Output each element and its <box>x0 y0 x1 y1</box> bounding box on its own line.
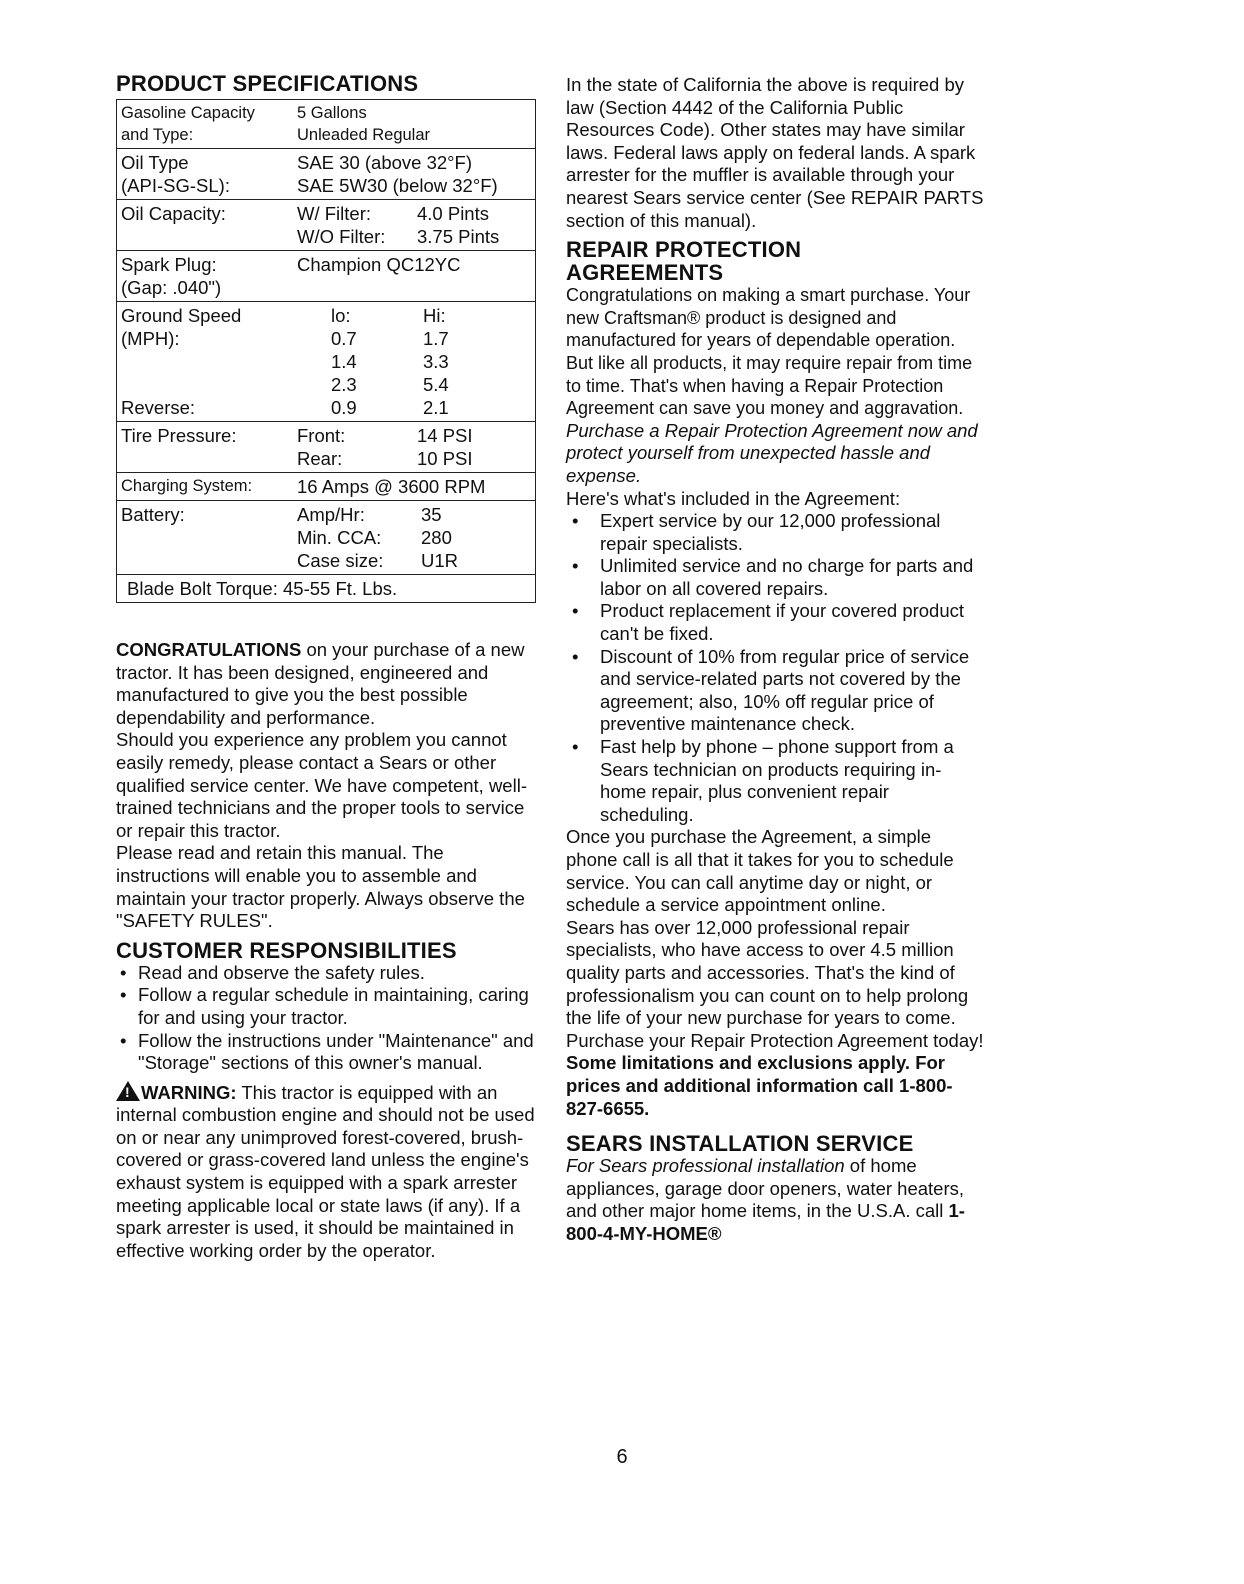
spec-table <box>116 99 536 603</box>
spec-key: Oil Capacity: <box>121 203 226 224</box>
ground-hi: 1.7 <box>423 328 449 349</box>
installation-italic: For Sears professional installation <box>566 1155 845 1177</box>
list-item: • Discount of 10% from regular price of service and service-related parts not covered by the agreement; also, 10% off regular price of preventive maintenance check. <box>566 646 986 736</box>
page-number: 6 <box>616 1446 628 1468</box>
list-item: • Follow the instructions under "Maintenance" and "Storage" sections of this owner's manual. <box>116 1030 536 1075</box>
spec-key: Charging System: <box>121 477 253 495</box>
ground-hi: 5.4 <box>423 374 449 395</box>
spec-value: 35 <box>421 504 442 525</box>
congrats-bold: CONGRATULATIONS <box>116 639 302 660</box>
reverse-lo: 0.9 <box>331 397 357 418</box>
ground-lo: 0.7 <box>331 328 357 349</box>
installation-heading: SEARS INSTALLATION SERVICE <box>566 1131 914 1157</box>
list-item: • Product replacement if your covered product can't be fixed. <box>566 600 986 645</box>
spec-key: Reverse: <box>121 397 196 418</box>
left-column <box>116 72 536 1262</box>
list-item: • Unlimited service and no charge for parts and labor on all covered repairs. <box>566 555 986 600</box>
customer-list <box>116 962 536 1075</box>
spec-sublabel: Case size: <box>297 550 384 571</box>
spec-row-charging <box>117 472 535 500</box>
spec-key: Gasoline Capacity and Type: <box>121 104 255 144</box>
once-paragraph: Once you purchase the Agreement, a simple phone call is all that it takes for you to schedule service. You can call anytime day or night, or schedule a service appointment online. <box>566 826 954 916</box>
customer-heading: CUSTOMER RESPONSIBILITIES <box>116 937 457 963</box>
list-item: • Follow a regular schedule in maintaining, caring for and using your tractor. <box>116 984 536 1029</box>
spec-row-spark-plug <box>117 250 535 301</box>
repair-heading-line1: REPAIR PROTECTION <box>566 237 802 263</box>
installation-phone: 1-800-4-MY-HOME® <box>566 1200 965 1244</box>
spec-value: 5 Gallons Unleaded Regular <box>297 104 431 144</box>
spec-sublabel: Min. CCA: <box>297 527 382 548</box>
repair-italic: Purchase a Repair Protection Agreement now and protect yourself from unexpected hassle and expense. <box>566 419 978 486</box>
spec-row-tire-pressure <box>117 421 535 472</box>
sears-paragraph: Sears has over 12,000 professional repair specialists, who have access to over 4.5 million quality parts and accessories. That's the kind of professionalism you can count on to help prolong the life of your new purchase for years to come. Purchase your Repair Protection Agreement today! <box>566 916 984 1051</box>
spec-key: Oil Type (API-SG-SL): <box>121 152 230 196</box>
spec-value: U1R <box>421 550 459 571</box>
spec-value: Champion QC12YC <box>297 254 461 275</box>
spec-key: Ground Speed <box>121 305 242 326</box>
list-item: • Fast help by phone – phone support from a Sears technician on products requiring in-home repair, plus convenient repair scheduling. <box>566 736 986 826</box>
list-item: • Expert service by our 12,000 professional repair specialists. <box>566 510 986 555</box>
warning-text: This tractor is equipped with an internal combustion engine and should not be used on or near any unimproved forest-covered, brush-covered or grass-covered land unless the engine's exhaust system is equipped with a spark arrester meeting applicable local or state laws (if any). If a spark arrester is used, it should be maintained in effective working order by the operator. <box>116 1081 535 1261</box>
california-paragraph: In the state of California the above is required by law (Section 4442 of the California Public Resources Code). Other states may have similar laws. Federal laws apply on federal lands. A spark arrester for the muffler is available through your nearest Sears service center (See REPAIR PARTS section of this manual). <box>566 74 984 231</box>
spec-value: 14 PSI <box>417 425 473 446</box>
installation-paragraph <box>566 1155 986 1245</box>
spec-value: 280 <box>421 527 452 548</box>
spec-heading: PRODUCT SPECIFICATIONS <box>116 71 419 96</box>
included-intro: Here's what's included in the Agreement: <box>566 487 901 509</box>
spec-value: 16 Amps @ 3600 RPM <box>297 476 486 497</box>
spec-value: 4.0 Pints <box>417 203 489 224</box>
ground-lo-header: lo: <box>331 305 351 326</box>
ground-hi: 3.3 <box>423 351 449 372</box>
spec-row-oil-type <box>117 148 535 199</box>
spec-row-battery <box>117 500 535 574</box>
spec-row-oil-capacity <box>117 199 535 250</box>
spec-sublabel: W/ Filter: <box>297 203 371 224</box>
spec-row-gasoline <box>117 100 535 148</box>
ground-hi-header: Hi: <box>423 305 446 326</box>
spec-key: (MPH): <box>121 328 180 349</box>
spec-sublabel: Amp/Hr: <box>297 504 365 525</box>
repair-heading-line2: AGREEMENTS <box>566 260 724 286</box>
congrats-paragraph <box>116 639 536 729</box>
reverse-hi: 2.1 <box>423 397 449 418</box>
installation-text: of home appliances, garage door openers, water heaters, and other major home items, in the U.S.A. call <box>566 1155 965 1222</box>
ground-lo: 1.4 <box>331 351 357 372</box>
included-list <box>566 510 986 826</box>
spec-sublabel: W/O Filter: <box>297 226 386 247</box>
spec-row-blade <box>117 574 535 602</box>
right-column <box>566 74 986 1246</box>
spec-row-ground-speed <box>117 301 535 421</box>
spec-sublabel: Rear: <box>297 448 343 469</box>
spec-key: Spark Plug: (Gap: .040") <box>121 254 222 298</box>
spec-sublabel: Front: <box>297 425 346 446</box>
warning-label: WARNING: <box>141 1081 237 1103</box>
spec-value: 3.75 Pints <box>417 226 500 247</box>
warning-icon <box>116 1081 140 1101</box>
spec-key: Battery: <box>121 504 185 525</box>
ground-lo: 2.3 <box>331 374 357 395</box>
list-item: • Read and observe the safety rules. <box>116 962 536 985</box>
spec-value: SAE 30 (above 32°F) SAE 5W30 (below 32°F) <box>297 152 498 196</box>
congrats-text: on your purchase of a new tractor. It has been designed, engineered and manufactured to give you the best possible dependability and performance. <box>116 639 525 728</box>
spec-key: Tire Pressure: <box>121 425 237 446</box>
manual-paragraph: Please read and retain this manual. The instructions will enable you to assemble and maintain your tractor properly. Always observe the "SAFETY RULES". <box>116 842 525 932</box>
repair-paragraph: Congratulations on making a smart purchase. Your new Craftsman® product is designed and manufactured for years of dependable operation. But like all products, it may require repair from time to time. That's when having a Repair Protection Agreement can save you money and aggravation. <box>566 285 973 419</box>
service-paragraph: Should you experience any problem you cannot easily remedy, please contact a Sears or other qualified service center. We have competent, well-trained technicians and the proper tools to service or repair this tractor. <box>116 729 527 841</box>
spec-value: 10 PSI <box>417 448 473 469</box>
warning-paragraph <box>116 1081 536 1263</box>
spec-value: Blade Bolt Torque: 45-55 Ft. Lbs. <box>127 578 398 599</box>
limits-paragraph: Some limitations and exclusions apply. For prices and additional information call 1-800-827-6655. <box>566 1052 953 1119</box>
